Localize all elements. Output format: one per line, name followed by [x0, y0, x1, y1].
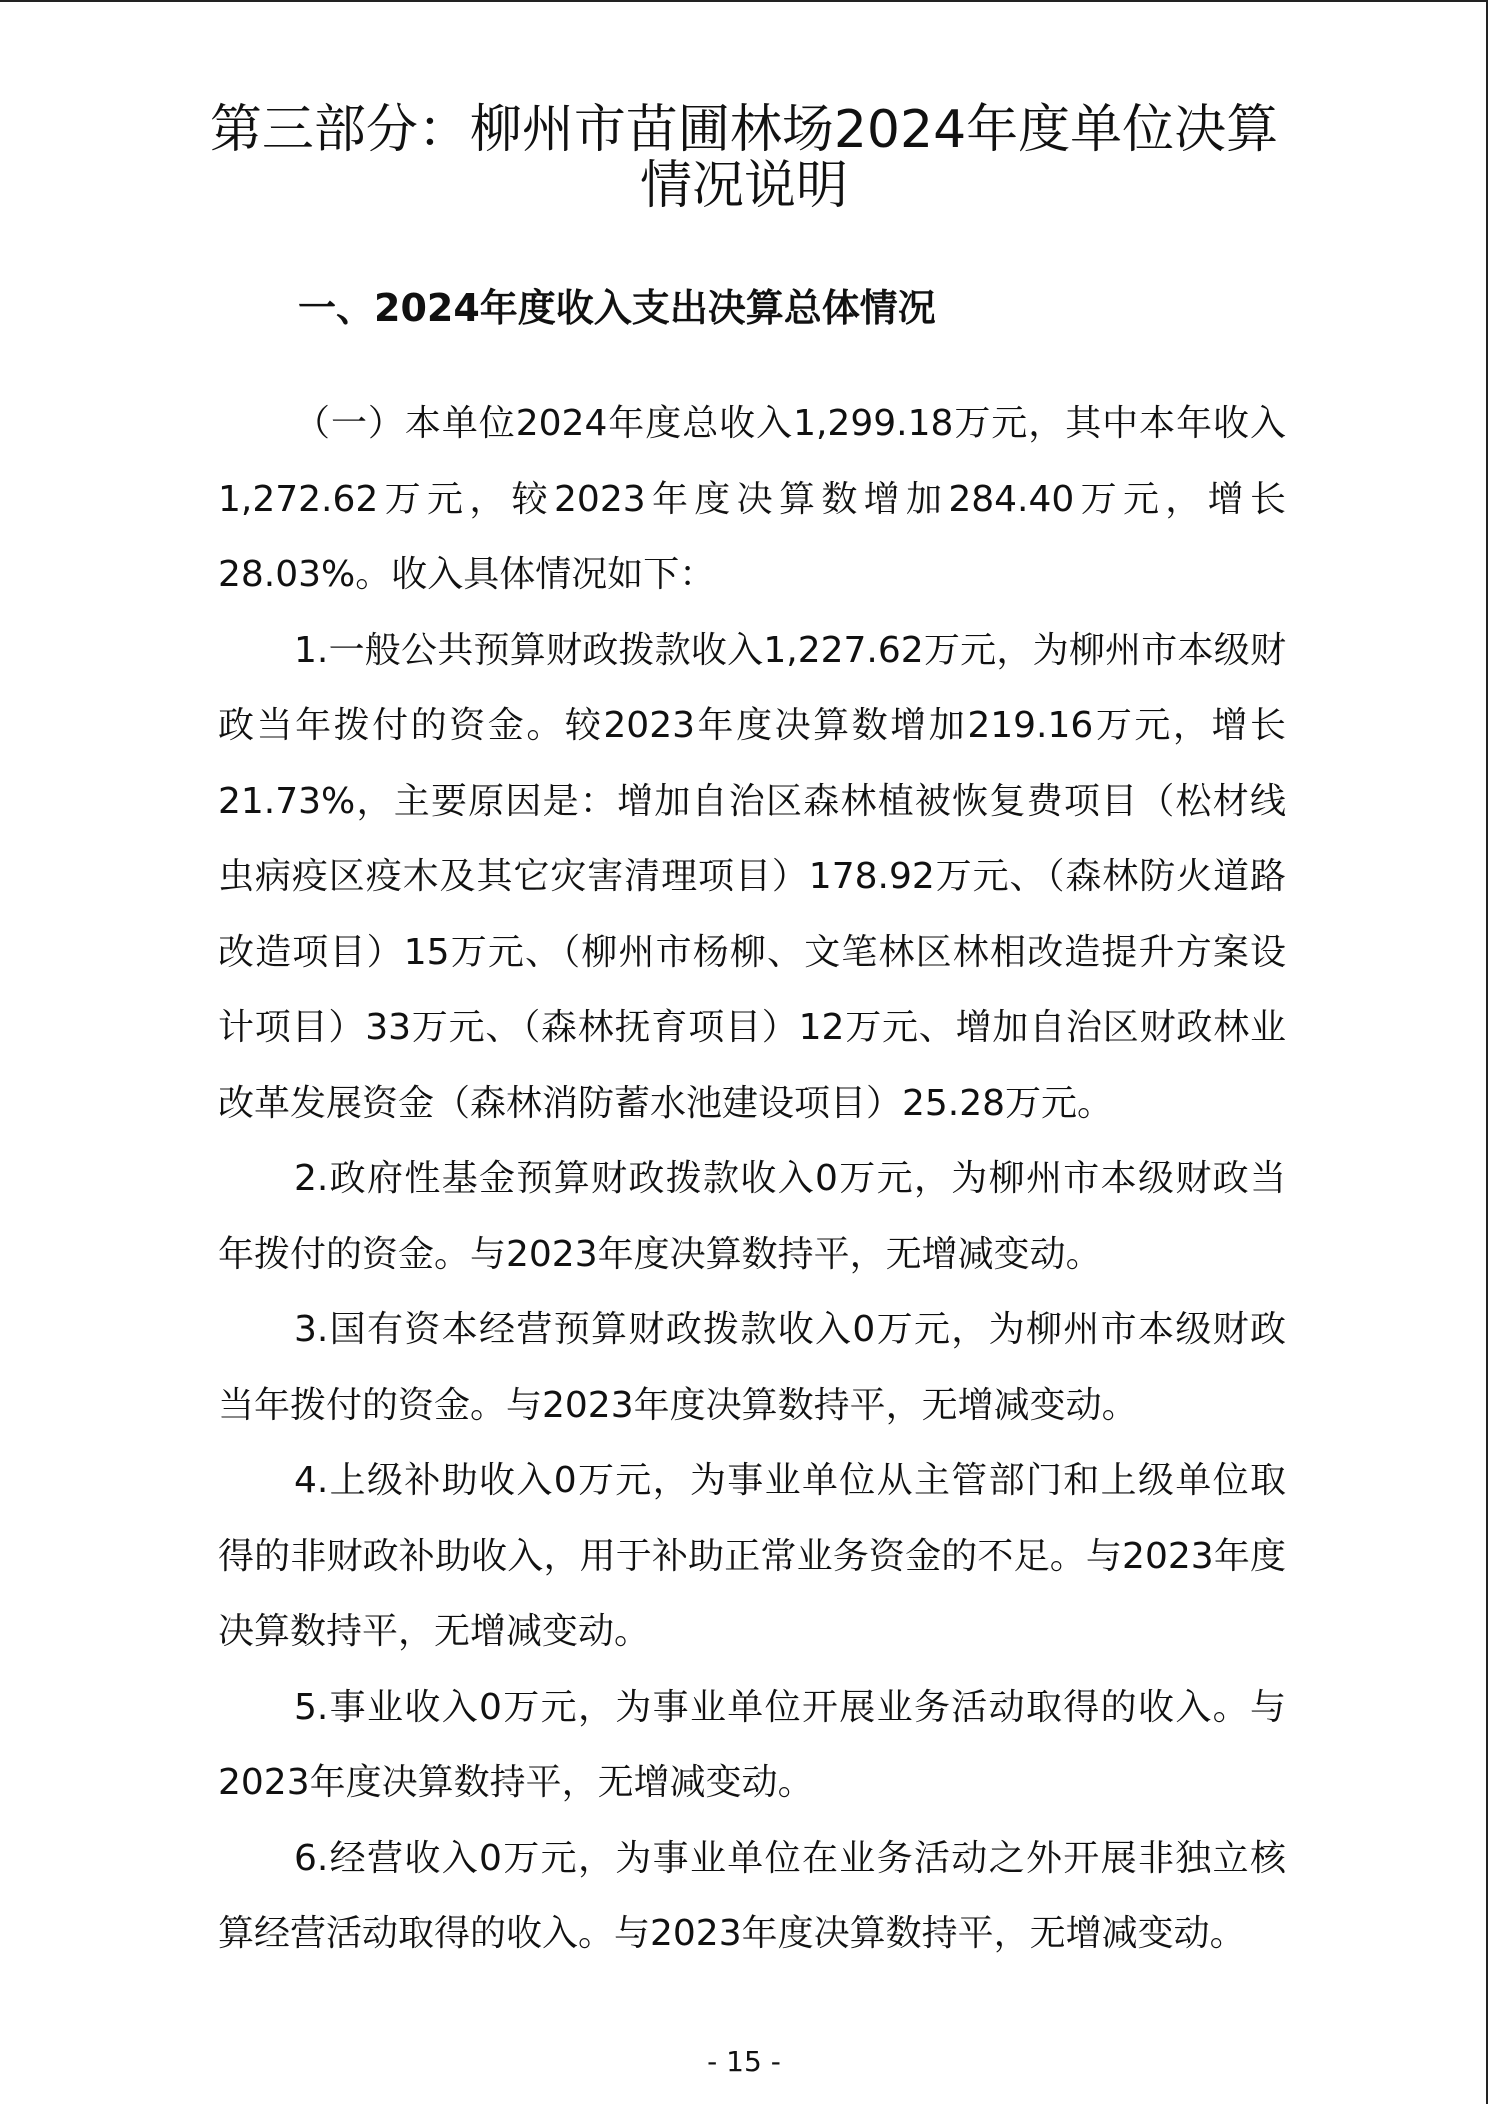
paragraph-state-capital-income: 3.国有资本经营预算财政拨款收入0万元，为柳州市本级财政当年拨付的资金。与2023年度决算数持平，无增减变动。 [218, 1309, 1286, 1426]
paragraph-general-budget-income: 1.一般公共预算财政拨款收入1,227.62万元，为柳州市本级财政当年拨付的资金。较2023年度决算数增加219.16万元，增长21.73%，主要原因是：增加自治区森林植被恢复费项目（松材线虫病疫区疫木及其它灾害清理项目）178.92万元、（森林防火道路改造项目）15万元、（柳州市杨柳、文笔林区林相改造提升方案设计项目）33万元、（森林抚育项目）12万元、增加自治区财政林业改革发展资金（森林消防蓄水池建设项目）25.28万元。 [218, 629, 1286, 1124]
page-title: 第三部分：柳州市苗圃林场2024年度单位决算情况说明 [209, 100, 1279, 216]
paragraph-superior-subsidy-income: 4.上级补助收入0万元，为事业单位从主管部门和上级单位取得的非财政补助收入，用于补助正常业务资金的不足。与2023年度决算数持平，无增减变动。 [218, 1460, 1286, 1652]
paragraph-operating-income: 6.经营收入0万元，为事业单位在业务活动之外开展非独立核算经营活动取得的收入。与2023年度决算数持平，无增减变动。 [218, 1837, 1286, 1954]
page-border-top [0, 0, 1488, 2]
document-body [218, 386, 1286, 1972]
paragraph-total-income: （一）本单位2024年度总收入1,299.18万元，其中本年收入1,272.62万元，较2023年度决算数增加284.40万元，增长28.03%。收入具体情况如下： [218, 403, 1286, 595]
section-heading: 一、2024年度收入支出决算总体情况 [298, 286, 936, 330]
page-number: - 15 - [707, 2045, 781, 2078]
paragraph-business-income: 5.事业收入0万元，为事业单位开展业务活动取得的收入。与2023年度决算数持平，无增减变动。 [218, 1686, 1286, 1803]
paragraph-government-fund-income: 2.政府性基金预算财政拨款收入0万元，为柳州市本级财政当年拨付的资金。与2023年度决算数持平，无增减变动。 [218, 1158, 1286, 1275]
